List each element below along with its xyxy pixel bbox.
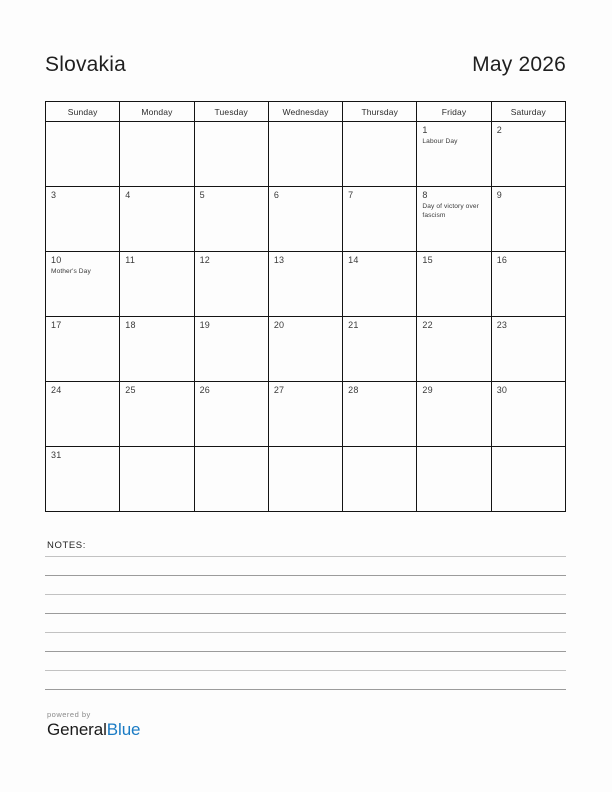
day-cell-content <box>417 122 490 183</box>
day-cell-content <box>343 317 416 378</box>
day-number: 30 <box>496 385 508 395</box>
day-cell-content <box>195 382 268 443</box>
day-cell-content <box>269 447 342 508</box>
page-header <box>45 46 566 82</box>
calendar-day-cell[interactable] <box>120 317 194 382</box>
day-cell-content <box>46 382 119 443</box>
notes-writing-line[interactable] <box>45 632 566 633</box>
day-number: 6 <box>273 190 280 200</box>
calendar-day-cell-empty <box>343 447 417 512</box>
day-cell-content <box>343 447 416 508</box>
holiday-event-label: Day of victory over fascism <box>422 203 479 219</box>
day-number: 1 <box>422 125 428 135</box>
day-number: 24 <box>51 385 62 395</box>
calendar-day-cell[interactable] <box>120 187 194 252</box>
calendar-day-cell[interactable] <box>417 187 491 252</box>
notes-writing-line[interactable] <box>45 689 566 690</box>
day-number: 26 <box>199 385 210 395</box>
day-number: 31 <box>51 450 62 460</box>
day-cell-content <box>269 317 342 378</box>
day-number: 21 <box>348 320 359 330</box>
day-cell-content <box>343 252 416 313</box>
notes-writing-line[interactable] <box>45 613 566 614</box>
day-cell-content <box>417 187 490 248</box>
day-number: 28 <box>348 385 359 395</box>
calendar-day-cell-empty <box>417 447 491 512</box>
calendar-week-row <box>46 187 566 252</box>
calendar-day-cell[interactable] <box>343 317 417 382</box>
calendar-week-row <box>46 447 566 512</box>
day-number: 19 <box>199 320 210 330</box>
calendar-day-cell-empty <box>194 447 268 512</box>
day-number: 14 <box>348 255 359 265</box>
notes-writing-line[interactable] <box>45 556 566 557</box>
calendar-day-cell[interactable] <box>46 252 120 317</box>
calendar-day-cell[interactable] <box>343 382 417 447</box>
day-cell-content <box>492 122 565 183</box>
calendar-day-cell[interactable] <box>417 382 491 447</box>
day-cell-content <box>417 447 490 508</box>
day-cell-content <box>269 252 342 313</box>
day-number: 17 <box>51 320 62 330</box>
calendar-day-cell[interactable] <box>343 252 417 317</box>
country-title: Slovakia <box>45 52 126 76</box>
calendar-grid <box>45 101 566 512</box>
day-number: 29 <box>422 385 433 395</box>
calendar-day-cell-empty <box>120 122 194 187</box>
calendar-day-cell[interactable] <box>268 187 342 252</box>
calendar-day-cell[interactable] <box>194 252 268 317</box>
notes-lines <box>45 556 566 690</box>
day-cell-content <box>492 187 565 248</box>
day-cell-content <box>195 447 268 508</box>
calendar-day-cell[interactable] <box>417 252 491 317</box>
day-cell-content <box>492 382 565 443</box>
calendar-week-row <box>46 317 566 382</box>
day-cell-content <box>269 122 342 183</box>
holiday-event-label: Mother's Day <box>51 268 91 275</box>
day-number: 4 <box>125 190 131 200</box>
calendar-day-cell-empty <box>268 447 342 512</box>
day-cell-content <box>343 382 416 443</box>
day-number: 27 <box>273 385 285 395</box>
brand-name-first: General <box>47 720 107 739</box>
calendar-header-row <box>46 102 566 122</box>
weekday-header-monday: Monday <box>120 102 194 122</box>
day-cell-content <box>492 252 565 313</box>
weekday-header-thursday: Thursday <box>343 102 417 122</box>
day-cell-content <box>195 187 268 248</box>
day-number: 5 <box>199 190 205 200</box>
weekday-header-friday: Friday <box>417 102 491 122</box>
day-cell-content <box>417 382 490 443</box>
day-cell-content <box>343 122 416 183</box>
calendar-day-cell[interactable] <box>46 317 120 382</box>
brand-name-second: Blue <box>106 720 141 739</box>
day-cell-content <box>195 252 268 313</box>
day-cell-content <box>269 382 342 443</box>
day-cell-content <box>120 252 193 313</box>
calendar-day-cell[interactable] <box>120 382 194 447</box>
notes-writing-line[interactable] <box>45 651 566 652</box>
day-cell-content <box>120 382 193 443</box>
day-number: 13 <box>273 255 285 265</box>
month-year-title: May 2026 <box>472 52 566 76</box>
day-number: 22 <box>422 320 433 330</box>
day-cell-content <box>46 447 119 508</box>
calendar-day-cell-empty <box>120 447 194 512</box>
generalblue-logo[interactable] <box>47 720 140 739</box>
calendar-body <box>46 122 566 512</box>
day-number: 25 <box>125 385 136 395</box>
calendar-week-row <box>46 382 566 447</box>
day-cell-content <box>195 317 268 378</box>
calendar-day-cell[interactable] <box>194 317 268 382</box>
notes-writing-line[interactable] <box>45 575 566 576</box>
day-cell-content <box>120 447 193 508</box>
calendar-day-cell[interactable] <box>194 187 268 252</box>
day-cell-content <box>269 187 342 248</box>
calendar-day-cell[interactable] <box>268 252 342 317</box>
calendar-day-cell[interactable] <box>491 252 565 317</box>
day-cell-content <box>120 187 193 248</box>
day-number: 7 <box>348 190 354 200</box>
calendar-day-cell-empty <box>491 447 565 512</box>
calendar-day-cell-empty <box>194 122 268 187</box>
day-cell-content <box>492 447 565 508</box>
weekday-header-saturday: Saturday <box>491 102 565 122</box>
calendar-day-cell-empty <box>46 122 120 187</box>
day-cell-content <box>46 252 119 313</box>
day-number: 9 <box>496 190 502 200</box>
day-number: 10 <box>51 255 62 265</box>
calendar-day-cell[interactable] <box>120 252 194 317</box>
weekday-header-row <box>46 102 566 122</box>
powered-by-label: powered by <box>47 710 91 719</box>
day-number: 3 <box>51 190 57 200</box>
calendar-day-cell[interactable] <box>491 317 565 382</box>
day-number: 18 <box>125 320 136 330</box>
calendar-day-cell[interactable] <box>46 187 120 252</box>
calendar-day-cell[interactable] <box>491 382 565 447</box>
weekday-header-wednesday: Wednesday <box>268 102 342 122</box>
day-cell-content <box>492 317 565 378</box>
notes-section <box>45 540 566 708</box>
weekday-header-sunday: Sunday <box>46 102 120 122</box>
calendar-day-cell[interactable] <box>46 447 120 512</box>
day-cell-content <box>417 317 490 378</box>
day-cell-content <box>46 187 119 248</box>
calendar-day-cell[interactable] <box>491 187 565 252</box>
day-number: 2 <box>496 125 502 135</box>
calendar-day-cell[interactable] <box>491 122 565 187</box>
day-cell-content <box>46 122 119 183</box>
calendar-day-cell-empty <box>343 122 417 187</box>
calendar-day-cell[interactable] <box>343 187 417 252</box>
day-cell-content <box>343 187 416 248</box>
day-number: 15 <box>422 255 433 265</box>
day-number: 16 <box>496 255 508 265</box>
day-number: 8 <box>422 190 428 200</box>
day-number: 11 <box>125 255 136 265</box>
footer-branding <box>47 710 140 739</box>
day-cell-content <box>417 252 490 313</box>
day-cell-content <box>46 317 119 378</box>
calendar-day-cell[interactable] <box>417 317 491 382</box>
notes-writing-line[interactable] <box>45 594 566 595</box>
calendar-day-cell[interactable] <box>268 317 342 382</box>
calendar-day-cell[interactable] <box>194 382 268 447</box>
notes-writing-line[interactable] <box>45 670 566 671</box>
day-cell-content <box>120 122 193 183</box>
calendar-week-row <box>46 122 566 187</box>
calendar-day-cell[interactable] <box>46 382 120 447</box>
calendar-day-cell-empty <box>268 122 342 187</box>
day-number: 20 <box>273 320 285 330</box>
day-number: 12 <box>199 255 210 265</box>
day-cell-content <box>195 122 268 183</box>
calendar-week-row <box>46 252 566 317</box>
day-cell-content <box>120 317 193 378</box>
calendar-day-cell[interactable] <box>417 122 491 187</box>
holiday-event-label: Labour Day <box>422 138 458 145</box>
notes-label: NOTES: <box>47 540 86 551</box>
weekday-header-tuesday: Tuesday <box>194 102 268 122</box>
day-number: 23 <box>496 320 508 330</box>
calendar-day-cell[interactable] <box>268 382 342 447</box>
